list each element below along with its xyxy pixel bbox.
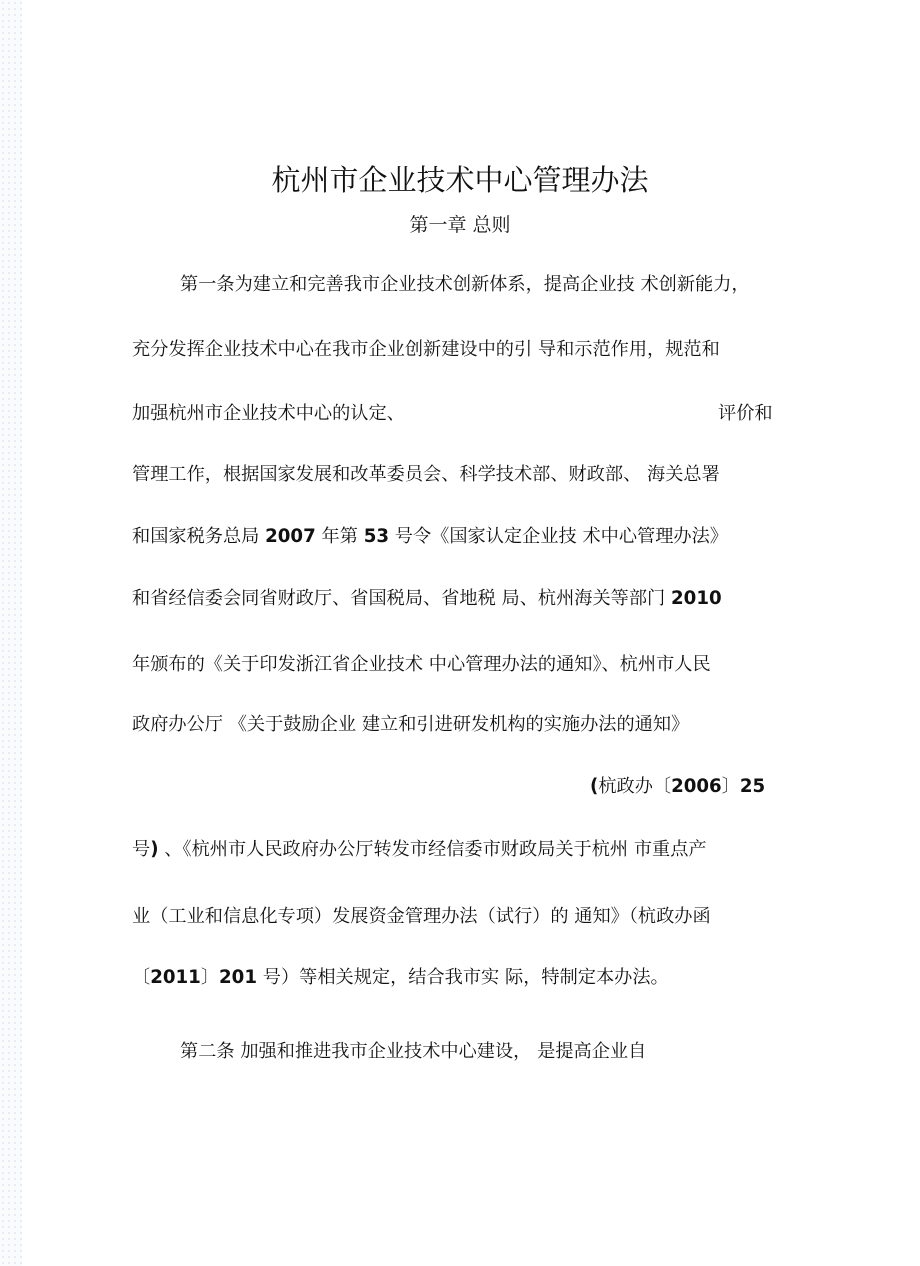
paragraph-line: (杭政办〔2006〕25 [590,776,766,797]
paragraph-line: 第一条为建立和完善我市企业技术创新体系，提高企业技 术创新能力， [180,274,750,295]
paragraph-line: 政府办公厅 《关于鼓励企业 建立和引进研发机构的实施办法的通知》 [132,714,690,735]
paragraph-line: 号) 、《杭州市人民政府办公厅转发市经信委市财政局关于杭州 市重点产 [132,839,707,860]
paragraph-line: 和省经信委会同省财政厅、省国税局、省地税 局、杭州海关等部门 2010 [132,588,722,609]
chapter-heading: 第一章 总则 [409,214,511,236]
paragraph-line: 第二条 加强和推进我市企业技术中心建设， 是提高企业自 [180,1041,647,1062]
paragraph-line: 充分发挥企业技术中心在我市企业创新建设中的引 导和示范作用，规范和 [132,339,720,360]
paragraph-line: 业（工业和信息化专项）发展资金管理办法（试行）的 通知》（杭政办函 [132,906,711,927]
paragraph-line: 评价和 [718,403,773,424]
paragraph-line: 和国家税务总局 2007 年第 53 号令《国家认定企业技 术中心管理办法》 [132,526,728,547]
paragraph-line: 管理工作，根据国家发展和改革委员会、科学技术部、财政部、 海关总署 [132,464,720,485]
document-title: 杭州市企业技术中心管理办法 [271,163,649,197]
paragraph-line: 年颁布的《关于印发浙江省企业技术 中心管理办法的通知》、杭州市人民 [132,654,711,675]
paragraph-line: 〔2011〕201 号）等相关规定，结合我市实 际，特制定本办法。 [132,967,669,988]
paragraph-line: 加强杭州市企业技术中心的认定、 [132,403,405,424]
